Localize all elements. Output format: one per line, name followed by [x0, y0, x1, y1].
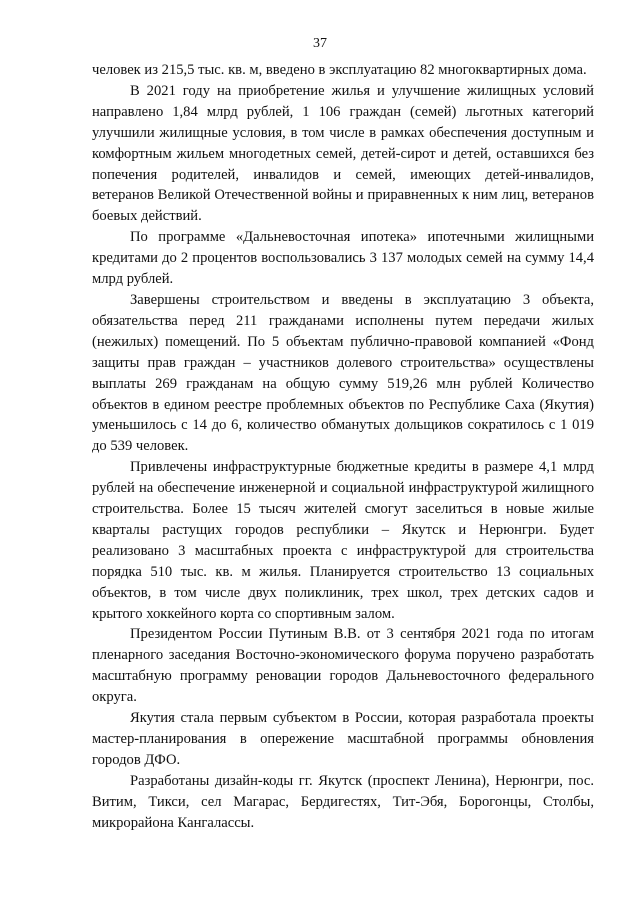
page-number: 37: [313, 36, 327, 51]
paragraph-infrastructure-loans: Привлечены инфраструктурные бюджетные кредиты в размере 4,1 млрд рублей на обеспечение инженерной и социальной инфраструктурой жилищного строительства. Более 15 тысяч жителей смогут заселиться в новые жилые кварталы растущих городов республики – Якутск и Нерюнгри. Будет реализовано 3 масштабных проекта с инфраструктурой для строительства порядка 510 тыс. кв. м жилья. Планируется строительство 13 социальных объектов, в том числе двух поликлиник, трех школ, трех детских садов и крытого хоккейного корта со спортивным залом.: [92, 459, 594, 622]
paragraph-housing-conditions: В 2021 году на приобретение жилья и улучшение жилищных условий направлено 1,84 млрд рублей, 1 106 граждан (семей) льготных категорий улучшили жилищные условия, в том числе в рамках обеспечения доступным и комфортным жильем многодетных семей, детей-сирот и детей, оставшихся без попечения родителей, инвалидов и семей, имеющих детей-инвалидов, ветеранов Великой Отечественной войны и приравненных к ним лиц, ветеранов боевых действий.: [92, 82, 594, 225]
paragraph-renovation-program: Президентом России Путиным В.В. от 3 сентября 2021 года по итогам пленарного заседания Восточно-экономического форума поручено разработать масштабную программу реновации городов Дальневосточного федерального округа.: [92, 626, 594, 706]
paragraph-design-codes: Разработаны дизайн-коды гг. Якутск (проспект Ленина), Нерюнгри, пос. Витим, Тикси, сел Магарас, Бердигестях, Тит-Эбя, Борогонцы, Столбы, микрорайона Кангалассы.: [92, 772, 594, 831]
paragraph-housing-commissioning-continued: человек из 215,5 тыс. кв. м, введено в эксплуатацию 82 многоквартирных дома.: [92, 62, 587, 78]
paragraph-far-east-mortgage: По программе «Дальневосточная ипотека» ипотечными жилищными кредитами до 2 процентов воспользовались 3 137 молодых семей на сумму 14,4 млрд рублей.: [92, 229, 594, 288]
paragraph-shared-construction: Завершены строительством и введены в эксплуатацию 3 объекта, обязательства перед 211 гражданами исполнены путем передачи жилых (нежилых) помещений. По 5 объектам публично-правовой компанией «Фонд защиты прав граждан – участников долевого строительства» осуществлены выплаты 269 гражданам на общую сумму 519,26 млн рублей Количество объектов в едином реестре проблемных объектов по Республике Саха (Якутия) уменьшилось с 14 до 6, количество обманутых дольщиков сократилось с 1 019 до 539 человек.: [92, 291, 594, 455]
document-body: [92, 60, 594, 834]
paragraph-master-planning: Якутия стала первым субъектом в России, которая разработала проекты мастер-планирования в опережение масштабной программы обновления городов ДФО.: [92, 710, 594, 768]
